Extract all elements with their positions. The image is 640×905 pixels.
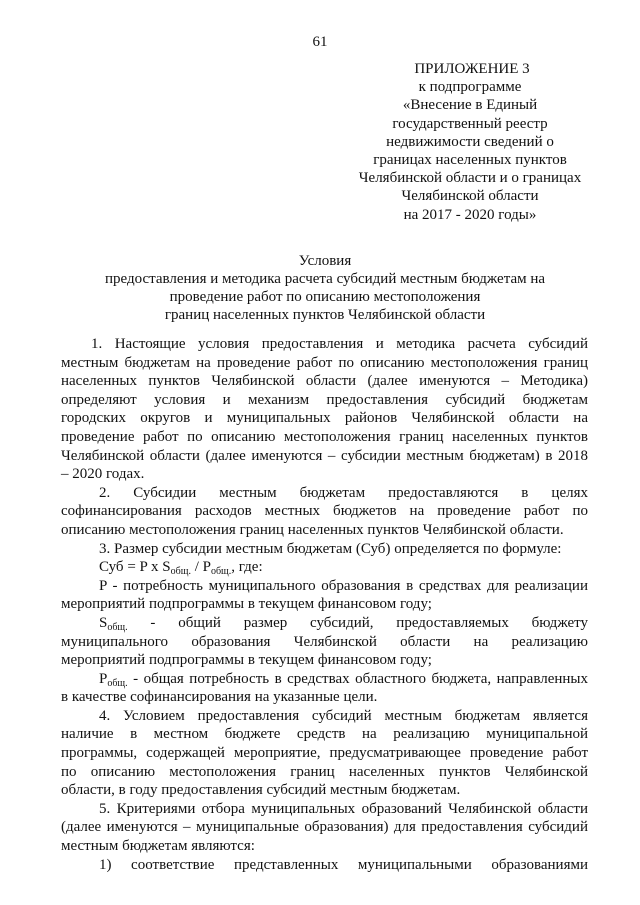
symbol-subscript: общ.	[107, 621, 128, 633]
appendix-line: Челябинской области	[401, 188, 539, 205]
paragraph-4	[61, 707, 588, 800]
document-body	[61, 335, 588, 874]
text-line: 5. Критериями отбора муниципальных образований Челябинской области	[99, 800, 588, 817]
paragraph-2	[61, 484, 588, 540]
paragraph-6	[61, 856, 588, 875]
text-line: программы, содержащей мероприятие, предусматривающее проведение работ	[61, 745, 588, 762]
text-line: 1. Настоящие условия предоставления и методика расчета субсидий	[91, 336, 588, 352]
title-line: предоставления и методика расчета субсидий местным бюджетам на	[104, 271, 546, 287]
text-line: 4. Условием предоставления субсидий местным бюджетам является	[99, 707, 588, 724]
text-line: 2. Субсидии местным бюджетам предоставляются в целях	[99, 484, 588, 501]
text-line: населенных пунктов Челябинской области (далее именуются – Методика)	[61, 373, 588, 390]
paragraph-5	[61, 800, 588, 856]
appendix-line: «Внесение в Единый	[402, 97, 538, 114]
text-line: (далее именуются – муниципальные образования) для предоставления субсидий	[61, 819, 588, 836]
appendix-line: на 2017 - 2020 годы»	[403, 206, 537, 223]
text-line: 3. Размер субсидии местным бюджетам (Суб) определяется по формуле:	[99, 540, 562, 557]
text-line: – 2020 годах.	[61, 466, 145, 483]
formula-part: / P	[190, 559, 211, 576]
appendix-header	[340, 60, 600, 224]
text-line: мероприятий подпрограммы в текущем финансовом году;	[61, 596, 432, 613]
definition-line	[61, 614, 588, 633]
text-line: Челябинской области (далее именуются – субсидии местным бюджетам) в 2018	[61, 447, 588, 464]
text-line: в качестве софинансирования на указанные цели.	[61, 689, 378, 706]
text-line: городских округов и муниципальных районов Челябинской области на	[61, 410, 588, 427]
page-number: 61	[312, 34, 328, 50]
text-line: муниципального образования Челябинской области на реализацию	[61, 633, 588, 650]
text-line: описанию местоположения границ населенных пунктов Челябинской области.	[61, 521, 564, 538]
symbol-subscript: общ.	[107, 677, 128, 689]
document-title	[60, 252, 590, 324]
appendix-line: недвижимости сведений о	[386, 133, 554, 150]
text-line: местным бюджетам на проведение работ по описанию местоположения границ	[61, 354, 588, 371]
text-line: наличие в местном бюджете средств на реализацию муниципальной	[61, 726, 588, 743]
symbol: S	[99, 614, 108, 631]
title-line: границ населенных пунктов Челябинской области	[164, 307, 486, 323]
formula-subscript: общ.	[210, 566, 232, 578]
text-line: мероприятий подпрограммы в текущем финансовом году;	[61, 652, 432, 669]
title-line: Условия	[298, 253, 352, 269]
appendix-title: ПРИЛОЖЕНИЕ 3	[414, 61, 530, 77]
appendix-line: границах населенных пунктов	[373, 152, 567, 169]
paragraph-3	[61, 540, 588, 707]
definition-text: - общая потребность в средствах областного бюджета, направленных	[127, 670, 588, 687]
text-line: софинансирования расходов местных бюджетов на проведение работ по	[61, 503, 588, 520]
symbol: P	[99, 670, 108, 687]
paragraph-1	[61, 335, 588, 484]
formula	[61, 558, 588, 577]
appendix-line: государственный реестр	[392, 115, 548, 132]
title-line: проведение работ по описанию местоположения	[169, 289, 481, 305]
appendix-line: к подпрограмме	[418, 79, 522, 96]
definition-text: - общий размер субсидий, предоставляемых бюджету	[127, 614, 588, 631]
formula-part: , где:	[231, 559, 263, 576]
text-line: P - потребность муниципального образования в средствах для реализации	[99, 577, 588, 594]
text-line: проведение работ по описанию местоположения границ населенных пунктов	[61, 428, 588, 445]
text-line: 1) соответствие представленных муниципальными образованиями	[99, 856, 588, 873]
text-line: по описанию местоположения границ населенных пунктов Челябинской	[61, 763, 588, 780]
formula-part: Суб = P x S	[99, 559, 171, 576]
appendix-line: Челябинской области и о границах	[358, 170, 582, 187]
text-line: области, в году предоставления субсидий местным бюджетам.	[61, 782, 461, 799]
definition-line	[61, 670, 588, 689]
formula-subscript: общ.	[170, 566, 191, 578]
text-line: определяют условия и механизм предоставления субсидий бюджетам	[61, 391, 588, 408]
text-line: местным бюджетам являются:	[61, 838, 255, 855]
